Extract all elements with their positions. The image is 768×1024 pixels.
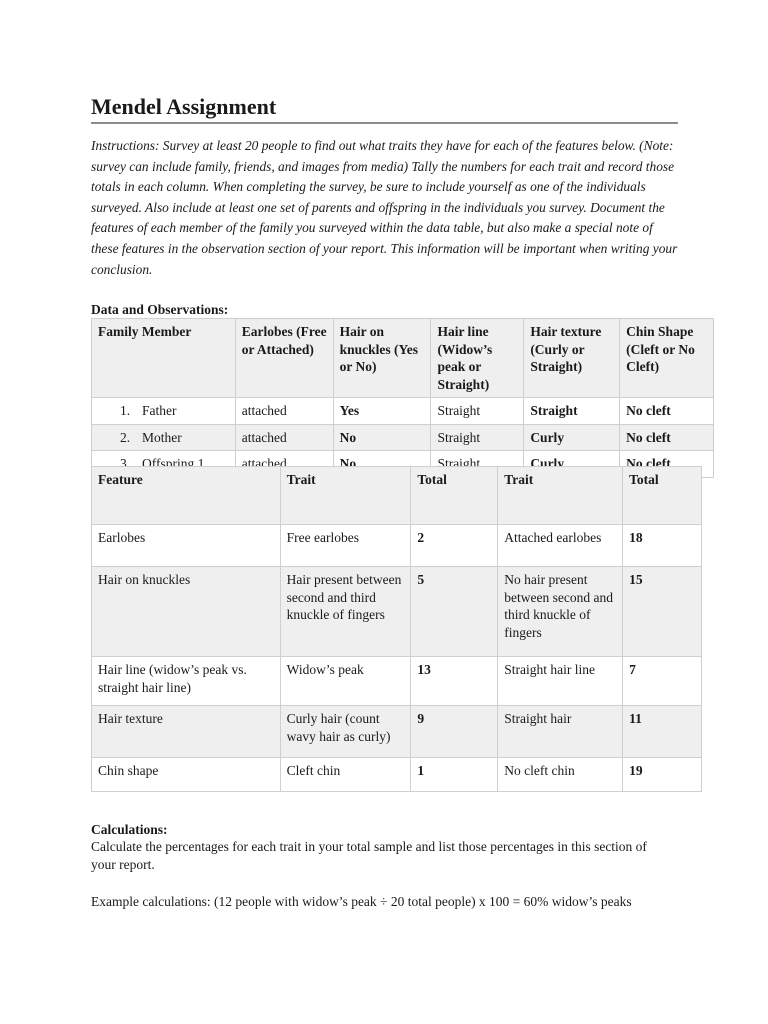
header-trait-2: Trait — [498, 467, 623, 525]
trait-2-cell: Straight hair — [498, 706, 623, 758]
header-hair-line: Hair line (Widow’s peak or Straight) — [431, 319, 524, 398]
total-1-cell: 13 — [411, 657, 498, 706]
trait-2-cell: Straight hair line — [498, 657, 623, 706]
calculations-text: Calculate the percentages for each trait in your total sample and list those percentages in this section of your report. — [91, 839, 647, 872]
table-row — [92, 525, 702, 567]
chin-cell: No cleft — [620, 424, 714, 451]
list-number: 1. — [120, 403, 131, 418]
instructions-paragraph: Instructions: Survey at least 20 people to find out what traits they have for each of the features below. (Note: survey can include family, friends, and images from media) Tally the numbers for each trait and record those totals in each column. When completing the survey, be sure to include yourself as one of the individuals surveyed. Also include at least one set of parents and offspring in the individuals you survey. Document the features of each member of the family you surveyed within the data table, but also make a special note of these features in the observation section of your report. This information will be important when writing your conclusion. — [91, 138, 678, 277]
hairline-cell: Straight — [431, 398, 524, 425]
table-row — [92, 424, 714, 451]
trait-2-cell: Attached earlobes — [498, 525, 623, 567]
total-1-cell: 2 — [411, 525, 498, 567]
header-feature: Feature — [92, 467, 281, 525]
total-1-cell: 1 — [411, 758, 498, 792]
header-total-2: Total — [623, 467, 702, 525]
header-total-1: Total — [411, 467, 498, 525]
family-member-cell — [92, 398, 236, 425]
trait-2-cell: No hair present between second and third knuckle of fingers — [498, 567, 623, 657]
member-name: Father — [142, 403, 177, 418]
feature-cell: Chin shape — [92, 758, 281, 792]
data-observations-heading: Data and Observations: — [91, 302, 229, 317]
total-1-cell: 9 — [411, 706, 498, 758]
table-row — [92, 398, 714, 425]
feature-cell: Earlobes — [92, 525, 281, 567]
family-member-cell — [92, 424, 236, 451]
member-name: Offspring 1 — [142, 456, 205, 471]
feature-cell: Hair on knuckles — [92, 567, 281, 657]
feature-cell: Hair texture — [92, 706, 281, 758]
family-member-table — [91, 318, 714, 478]
total-2-cell: 15 — [623, 567, 702, 657]
header-earlobes: Earlobes (Free or Attached) — [235, 319, 333, 398]
tally-table-header-row — [92, 467, 702, 525]
chin-cell: No cleft — [620, 398, 714, 425]
earlobes-cell: attached — [235, 398, 333, 425]
list-number: 3. — [120, 456, 131, 471]
earlobes-cell: attached — [235, 451, 333, 478]
texture-cell: Curly — [524, 424, 620, 451]
texture-cell: Straight — [524, 398, 620, 425]
knuckles-cell: No — [333, 424, 431, 451]
hairline-cell: Straight — [431, 451, 524, 478]
table-row — [92, 657, 702, 706]
trait-1-cell: Widow’s peak — [280, 657, 411, 706]
total-1-cell: 5 — [411, 567, 498, 657]
table-row — [92, 758, 702, 792]
trait-tally-table — [91, 466, 702, 792]
header-family-member: Family Member — [92, 319, 236, 398]
document-title: Mendel Assignment — [91, 94, 678, 124]
hairline-cell: Straight — [431, 424, 524, 451]
texture-cell: Curly — [524, 451, 620, 478]
calculations-heading: Calculations: — [91, 822, 168, 837]
trait-1-cell: Cleft chin — [280, 758, 411, 792]
header-hair-on-knuckles: Hair on knuckles (Yes or No) — [333, 319, 431, 398]
header-hair-texture: Hair texture (Curly or Straight) — [524, 319, 620, 398]
list-number: 2. — [120, 429, 131, 445]
member-name: Mother — [142, 429, 182, 445]
knuckles-cell: No — [333, 451, 431, 478]
example-calculation-text: Example calculations: (12 people with widow’s peak ÷ 20 total people) x 100 = 60% widow’s peaks — [91, 894, 632, 909]
total-2-cell: 19 — [623, 758, 702, 792]
total-2-cell: 11 — [623, 706, 702, 758]
trait-1-cell: Free earlobes — [280, 525, 411, 567]
total-2-cell: 18 — [623, 525, 702, 567]
trait-2-cell: No cleft chin — [498, 758, 623, 792]
table-row — [92, 567, 702, 657]
trait-1-cell: Hair present between second and third knuckle of fingers — [280, 567, 411, 657]
knuckles-cell: Yes — [333, 398, 431, 425]
feature-cell: Hair line (widow’s peak vs. straight hair line) — [92, 657, 281, 706]
header-trait-1: Trait — [280, 467, 411, 525]
header-chin-shape: Chin Shape (Cleft or No Cleft) — [620, 319, 714, 398]
table-row — [92, 706, 702, 758]
earlobes-cell: attached — [235, 424, 333, 451]
chin-cell: No cleft — [620, 451, 714, 478]
family-table-header-row — [92, 319, 714, 398]
trait-1-cell: Curly hair (count wavy hair as curly) — [280, 706, 411, 758]
total-2-cell: 7 — [623, 657, 702, 706]
